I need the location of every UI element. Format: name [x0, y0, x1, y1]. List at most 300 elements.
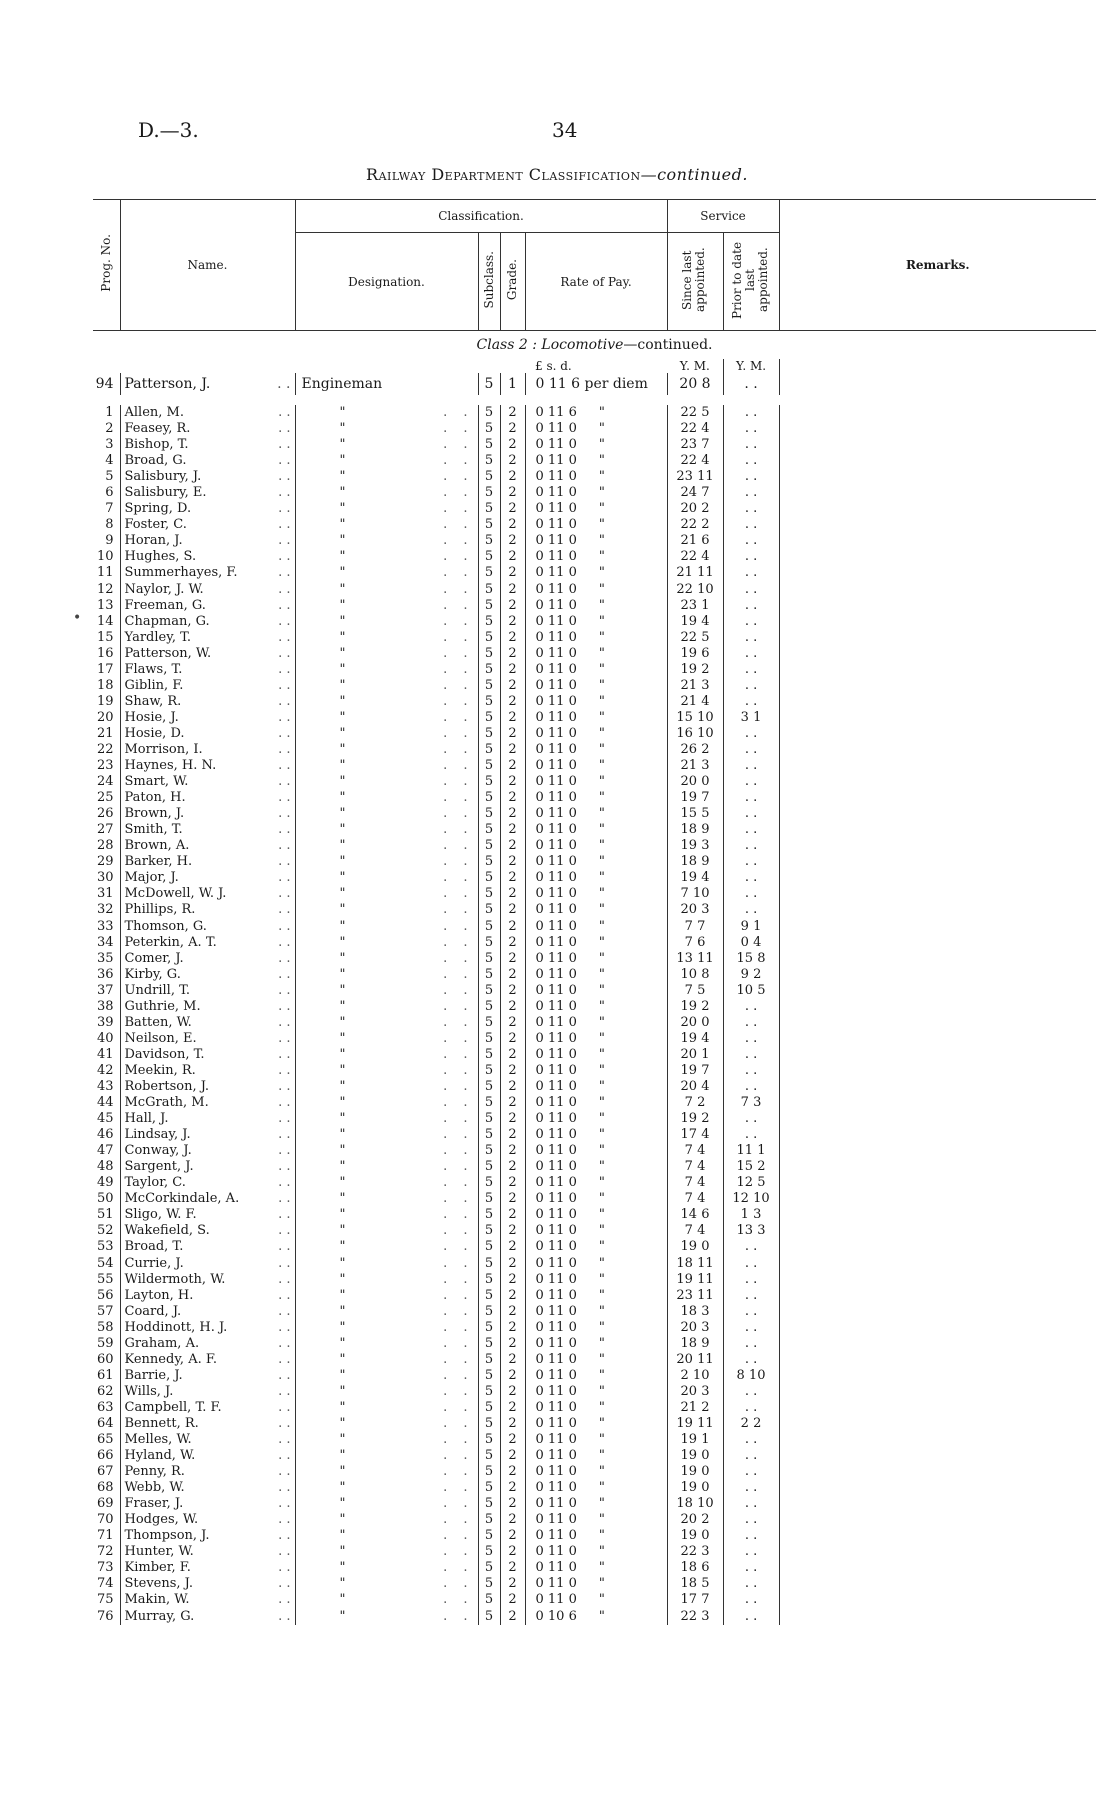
cell-remarks: [779, 967, 1096, 983]
table-row: [93, 935, 1096, 951]
cell-grade: 2: [500, 694, 525, 710]
cell-designation: " . .: [295, 951, 478, 967]
cell-rate-of-pay: 0 11 0 ": [525, 710, 667, 726]
cell-grade: 2: [500, 742, 525, 758]
cell-grade: 2: [500, 1063, 525, 1079]
cell-designation: " . .: [295, 1223, 478, 1239]
cell-since-last: 22 3: [667, 1609, 723, 1625]
cell-prior: . .: [723, 533, 779, 549]
cell-prior: . .: [723, 822, 779, 838]
cell-subclass: 5: [478, 678, 500, 694]
table-row: [93, 1528, 1096, 1544]
cell-grade: 2: [500, 565, 525, 581]
cell-prog-no: 37: [96, 982, 114, 998]
cell-since-last: 7 4: [667, 1223, 723, 1239]
cell-rate-of-pay: 0 11 0 ": [525, 1207, 667, 1223]
cell-remarks: [779, 822, 1096, 838]
cell-since-last: 18 9: [667, 854, 723, 870]
table-row: [93, 870, 1096, 886]
cell-rate-of-pay: 0 11 0 ": [525, 1576, 667, 1592]
cell-since-last: 19 0: [667, 1464, 723, 1480]
table-row: [93, 614, 1096, 630]
cell-grade: 2: [500, 1191, 525, 1207]
cell-rate-of-pay: 0 11 0 ": [525, 1191, 667, 1207]
cell-since-last: 19 6: [667, 646, 723, 662]
cell-grade: 2: [500, 662, 525, 678]
margin-mark: •: [73, 610, 82, 626]
cell-subclass: 5: [478, 902, 500, 918]
cell-grade: 2: [500, 1512, 525, 1528]
cell-prog-no: 46: [96, 1127, 114, 1143]
table-row: [93, 1336, 1096, 1352]
cell-designation: " . .: [295, 967, 478, 983]
cell-prog-no: 52: [96, 1223, 114, 1239]
cell-name: Kimber, F. . .: [120, 1560, 295, 1576]
cell-rate-of-pay: 0 11 0 ": [525, 983, 667, 999]
cell-prog-no: 14: [96, 613, 114, 629]
cell-since-last: 18 9: [667, 1336, 723, 1352]
cell-prior: . .: [723, 630, 779, 646]
cell-designation: " . .: [295, 1239, 478, 1255]
cell-subclass: 5: [478, 1368, 500, 1384]
cell-prog-no: 22: [96, 742, 114, 757]
table-row: [93, 1159, 1096, 1175]
cell-prog-no: 51: [96, 1207, 114, 1223]
cell-prior: . .: [723, 1384, 779, 1400]
cell-rate-of-pay: 0 11 0 ": [525, 1512, 667, 1528]
cell-grade: 2: [500, 421, 525, 437]
cell-prior: . .: [723, 1560, 779, 1576]
cell-name: Coard, J. . .: [120, 1304, 295, 1320]
cell-since-last: 22 4: [667, 549, 723, 565]
cell-since-last: 19 1: [667, 1432, 723, 1448]
cell-prior: . .: [723, 999, 779, 1015]
table-row: [93, 1223, 1096, 1239]
cell-remarks: [779, 1191, 1096, 1207]
cell-name: Broad, G. . .: [120, 453, 295, 469]
cell-designation: " . .: [295, 549, 478, 565]
cell-rate-of-pay: 0 11 0 ": [525, 726, 667, 742]
cell-remarks: [779, 1368, 1096, 1384]
cell-name: Brown, A. . .: [120, 838, 295, 854]
table-row: [93, 582, 1096, 598]
cell-grade: 2: [500, 726, 525, 742]
cell-prog-no: 18: [96, 677, 114, 693]
cell-prior: . .: [723, 1047, 779, 1063]
cell-grade: 2: [500, 919, 525, 935]
cell-designation: " . .: [295, 1352, 478, 1368]
cell-rate-of-pay: 0 11 0 ": [525, 565, 667, 581]
cell-designation: " . .: [295, 1576, 478, 1592]
table-row: [93, 1063, 1096, 1079]
cell-designation: " . .: [295, 1560, 478, 1576]
cell-subclass: 5: [478, 838, 500, 854]
cell-name: Neilson, E. . .: [120, 1031, 295, 1047]
cell-prior: . .: [723, 678, 779, 694]
cell-designation: " . .: [295, 485, 478, 501]
table-row: [93, 967, 1096, 983]
cell-prior: . .: [723, 1480, 779, 1496]
cell-prior: . .: [723, 1031, 779, 1047]
cell-grade: 2: [500, 1095, 525, 1111]
cell-rate-of-pay: 0 11 0 ": [525, 806, 667, 822]
cell-prior: . .: [723, 1127, 779, 1143]
cell-since-last: 20 0: [667, 1015, 723, 1031]
cell-subclass: 5: [478, 983, 500, 999]
cell-prior: . .: [723, 790, 779, 806]
cell-designation: " . .: [295, 870, 478, 886]
cell-subclass: 5: [478, 1609, 500, 1625]
cell-subclass: 5: [478, 1015, 500, 1031]
cell-grade: 2: [500, 1416, 525, 1432]
cell-subclass: 5: [478, 1143, 500, 1159]
cell-since-last: 20 4: [667, 1079, 723, 1095]
cell-remarks: [779, 1544, 1096, 1560]
table-row: [93, 951, 1096, 967]
cell-prog-no: 30: [96, 870, 114, 886]
cell-grade: 2: [500, 1400, 525, 1416]
cell-prior: . .: [723, 1352, 779, 1368]
cell-rate-of-pay: 0 11 0 ": [525, 453, 667, 469]
cell-designation: " . .: [295, 1464, 478, 1480]
cell-grade: 2: [500, 1079, 525, 1095]
cell-subclass: 5: [478, 1576, 500, 1592]
cell-designation: " . .: [295, 582, 478, 598]
table-row: [93, 1464, 1096, 1480]
cell-designation: " . .: [295, 662, 478, 678]
cell-designation: " . .: [295, 646, 478, 662]
cell-remarks: [779, 1480, 1096, 1496]
table-row: [93, 838, 1096, 854]
cell-name: Broad, T. . .: [120, 1239, 295, 1255]
cell-prior: . .: [723, 1288, 779, 1304]
cell-prog-no: 32: [96, 902, 114, 918]
cell-grade: 2: [500, 1111, 525, 1127]
cell-designation: " . .: [295, 1143, 478, 1159]
cell-remarks: [779, 774, 1096, 790]
cell-designation: " . .: [295, 1031, 478, 1047]
cell-subclass: 5: [478, 549, 500, 565]
cell-name: Horan, J. . .: [120, 533, 295, 549]
cell-since-last: 20 2: [667, 1512, 723, 1528]
cell-name: Penny, R. . .: [120, 1464, 295, 1480]
cell-designation: " . .: [295, 983, 478, 999]
cell-remarks: [779, 886, 1096, 902]
cell-prog-no: 62: [96, 1383, 114, 1399]
cell-remarks: [779, 469, 1096, 485]
cell-grade: 2: [500, 870, 525, 886]
cell-prior: . .: [723, 405, 779, 421]
cell-name: Flaws, T. . .: [120, 662, 295, 678]
cell-remarks: [779, 453, 1096, 469]
cell-remarks: [779, 1448, 1096, 1464]
cell-prior: . .: [723, 1336, 779, 1352]
cell-prog-no: 3: [105, 437, 114, 453]
cell-rate-of-pay: 0 11 0 ": [525, 1496, 667, 1512]
cell-subclass: 5: [478, 437, 500, 453]
cell-subclass: 5: [478, 742, 500, 758]
cell-rate-of-pay: 0 11 0 ": [525, 1111, 667, 1127]
cell-name: Hall, J. . .: [120, 1111, 295, 1127]
cell-grade: 2: [500, 1223, 525, 1239]
cell-since-last: 20 11: [667, 1352, 723, 1368]
cell-remarks: [779, 565, 1096, 581]
cell-subclass: 5: [478, 1528, 500, 1544]
header-prog-no: Prog. No.: [93, 200, 120, 331]
cell-since-last: 22 2: [667, 517, 723, 533]
table-row: [93, 758, 1096, 774]
cell-remarks: [779, 790, 1096, 806]
cell-subclass: 5: [478, 1111, 500, 1127]
cell-since-last: 17 4: [667, 1127, 723, 1143]
cell-prog-no: 64: [96, 1415, 114, 1431]
prior-units: Y. M.: [723, 359, 779, 373]
cell-name: Wills, J. . .: [120, 1384, 295, 1400]
cell-name: Fraser, J. . .: [120, 1496, 295, 1512]
cell-remarks: [779, 935, 1096, 951]
cell-name: Undrill, T. . .: [120, 983, 295, 999]
cell-remarks: [779, 870, 1096, 886]
cell-rate-of-pay: 0 11 0 ": [525, 1400, 667, 1416]
cell-prior: 7 3: [723, 1095, 779, 1111]
cell-prog-no: 61: [96, 1367, 114, 1383]
cell-subclass: 5: [478, 870, 500, 886]
cell-grade: 2: [500, 1143, 525, 1159]
cell-remarks: [779, 742, 1096, 758]
cell-remarks: [779, 1255, 1096, 1271]
cell-prior: . .: [723, 421, 779, 437]
cell-prog-no: 53: [96, 1239, 114, 1255]
cell-grade: 2: [500, 1272, 525, 1288]
cell-subclass: 5: [478, 758, 500, 774]
cell-prog-no: 36: [96, 966, 114, 982]
table-row: [93, 598, 1096, 614]
cell-since-last: 21 4: [667, 694, 723, 710]
cell-prior: 15 2: [723, 1159, 779, 1175]
cell-since-last: 16 10: [667, 726, 723, 742]
cell-grade: 2: [500, 1175, 525, 1191]
cell-prog-no: 63: [96, 1399, 114, 1415]
cell-grade: 2: [500, 758, 525, 774]
cell-prior: . .: [723, 1592, 779, 1608]
table-row: [93, 1384, 1096, 1400]
cell-since-last: 7 4: [667, 1143, 723, 1159]
cell-rate-of-pay: 0 11 0 ": [525, 967, 667, 983]
cell-designation: " . .: [295, 902, 478, 918]
cell-prog-no: 12: [96, 581, 114, 597]
cell-prior: . .: [723, 1528, 779, 1544]
cell-prog-no: 15: [96, 629, 114, 645]
cell-designation: " . .: [295, 1111, 478, 1127]
cell-remarks: [779, 838, 1096, 854]
cell-rate-of-pay: 0 11 0 ": [525, 517, 667, 533]
cell-since-last: 18 10: [667, 1496, 723, 1512]
table-row: [93, 1448, 1096, 1464]
cell-since-last: 14 6: [667, 1207, 723, 1223]
cell-grade: 2: [500, 582, 525, 598]
cell-since-last: 7 7: [667, 919, 723, 935]
cell-prior: 15 8: [723, 951, 779, 967]
cell-grade: 2: [500, 453, 525, 469]
cell-since-last: 19 3: [667, 838, 723, 854]
cell-grade: 2: [500, 790, 525, 806]
cell-name: Bishop, T. . .: [120, 437, 295, 453]
cell-remarks: [779, 1336, 1096, 1352]
cell-prior: . .: [723, 662, 779, 678]
table-row: [93, 1304, 1096, 1320]
cell-since-last: 19 11: [667, 1272, 723, 1288]
cell-designation: " . .: [295, 854, 478, 870]
cell-name: Salisbury, J. . .: [120, 469, 295, 485]
cell-subclass: 5: [478, 533, 500, 549]
cell-subclass: 5: [478, 710, 500, 726]
cell-subclass: 5: [478, 469, 500, 485]
cell-remarks: [779, 1304, 1096, 1320]
cell-subclass: 5: [478, 1031, 500, 1047]
cell-rate-of-pay: 0 11 0 ": [525, 1239, 667, 1255]
cell-rate-of-pay: 0 11 0 ": [525, 822, 667, 838]
cell-remarks: [779, 919, 1096, 935]
cell-since-last: 23 1: [667, 598, 723, 614]
cell-designation: " . .: [295, 1592, 478, 1608]
cell-rate-of-pay: 0 11 0 ": [525, 662, 667, 678]
cell-prior: . .: [723, 614, 779, 630]
cell-subclass: 5: [478, 999, 500, 1015]
table-row: [93, 1239, 1096, 1255]
cell-rate-of-pay: 0 11 0 ": [525, 549, 667, 565]
cell-remarks: [779, 646, 1096, 662]
cell-subclass: 5: [478, 1127, 500, 1143]
cell-subclass: 5: [478, 1560, 500, 1576]
cell-designation: " . .: [295, 1288, 478, 1304]
cell-prior: . .: [723, 469, 779, 485]
cell-prog-no: 27: [96, 822, 114, 838]
cell-prior: . .: [723, 742, 779, 758]
table-row: [93, 790, 1096, 806]
cell-grade: 2: [500, 517, 525, 533]
cell-prior: . .: [723, 598, 779, 614]
cell-grade: 2: [500, 1207, 525, 1223]
cell-designation: " . .: [295, 886, 478, 902]
table-row: [93, 726, 1096, 742]
cell-since-last: 19 4: [667, 1031, 723, 1047]
cell-rate-of-pay: 0 11 0 ": [525, 1159, 667, 1175]
cell-subclass: 5: [478, 919, 500, 935]
cell-grade: 2: [500, 1368, 525, 1384]
cell-since-last: 20 1: [667, 1047, 723, 1063]
cell-prog-no: 5: [105, 469, 114, 485]
cell-prior: . .: [723, 437, 779, 453]
cell-name: Peterkin, A. T. . .: [120, 935, 295, 951]
cell-designation: " . .: [295, 1175, 478, 1191]
cell-prior: . .: [723, 517, 779, 533]
cell-name: Bennett, R. . .: [120, 1416, 295, 1432]
cell-designation: " . .: [295, 790, 478, 806]
cell-name: Naylor, J. W. . .: [120, 582, 295, 598]
table-row: [93, 1175, 1096, 1191]
cell-designation: " . .: [295, 678, 478, 694]
cell-rate-of-pay: 0 11 0 ": [525, 1464, 667, 1480]
cell-designation: " . .: [295, 758, 478, 774]
cell-remarks: [779, 758, 1096, 774]
cell-prog-no: 1: [105, 405, 114, 421]
cell-rate-of-pay: 0 11 0 ": [525, 421, 667, 437]
table-row: [93, 1272, 1096, 1288]
cell-name: Robertson, J. . .: [120, 1079, 295, 1095]
cell-remarks: [779, 999, 1096, 1015]
cell-prog-no: 33: [96, 918, 114, 934]
cell-prior: 3 1: [723, 710, 779, 726]
cell-rate-of-pay: 0 11 0 ": [525, 742, 667, 758]
cell-rate-of-pay: 0 11 0 ": [525, 1079, 667, 1095]
cell-grade: 2: [500, 838, 525, 854]
cell-name: Sargent, J. . .: [120, 1159, 295, 1175]
cell-designation: " . .: [295, 1047, 478, 1063]
cell-rate-of-pay: 0 10 6 ": [525, 1609, 667, 1625]
cell-grade: 2: [500, 1239, 525, 1255]
table-row: [93, 1320, 1096, 1336]
cell-prog-no: 66: [96, 1448, 114, 1464]
cell-remarks: [779, 1079, 1096, 1095]
cell-prior: 1 3: [723, 1207, 779, 1223]
table-row: [93, 919, 1096, 935]
cell-subclass: 5: [478, 1512, 500, 1528]
table-row: [93, 774, 1096, 790]
cell-name: Barker, H. . .: [120, 854, 295, 870]
cell-grade: 2: [500, 614, 525, 630]
table-row: [93, 1015, 1096, 1031]
cell-prog-no: 7: [105, 501, 114, 517]
cell-since-last: 18 3: [667, 1304, 723, 1320]
cell-rate-of-pay: 0 11 0 ": [525, 1288, 667, 1304]
cell-prior: . .: [723, 1015, 779, 1031]
cell-rate-of-pay: 0 11 0 ": [525, 1448, 667, 1464]
cell-grade: 2: [500, 533, 525, 549]
cell-prior: 12 5: [723, 1175, 779, 1191]
cell-subclass: 5: [478, 790, 500, 806]
page-number: 34: [552, 118, 578, 142]
cell-subclass: 5: [478, 1063, 500, 1079]
cell-prior: . .: [723, 1255, 779, 1271]
cell-remarks: [779, 1207, 1096, 1223]
cell-name: Barrie, J. . .: [120, 1368, 295, 1384]
cell-prog-no: 55: [96, 1271, 114, 1287]
cell-since-last: 20 0: [667, 774, 723, 790]
cell-subclass: 5: [478, 598, 500, 614]
cell-prior: . .: [723, 501, 779, 517]
cell-subclass: 5: [478, 1159, 500, 1175]
cell-since-last: 18 6: [667, 1560, 723, 1576]
cell-grade: 2: [500, 678, 525, 694]
table-row: [93, 1095, 1096, 1111]
header-prior-to-date: Prior to date last appointed.: [723, 233, 779, 331]
cell-name: Foster, C. . .: [120, 517, 295, 533]
cell-since-last: 19 4: [667, 870, 723, 886]
cell-remarks: [779, 533, 1096, 549]
cell-since-last: 2 10: [667, 1368, 723, 1384]
cell-name: McGrath, M. . .: [120, 1095, 295, 1111]
cell-since-last: 20 3: [667, 1384, 723, 1400]
cell-rate-of-pay: 0 11 0 ": [525, 1031, 667, 1047]
cell-rate-of-pay: 0 11 0 ": [525, 1368, 667, 1384]
cell-prog-no: 67: [96, 1464, 114, 1480]
cell-name: Hyland, W. . .: [120, 1448, 295, 1464]
table-row: [93, 742, 1096, 758]
cell-prior: . .: [723, 806, 779, 822]
cell-remarks: [779, 694, 1096, 710]
header-classification: Classification.: [295, 200, 667, 233]
cell-name: Major, J. . .: [120, 870, 295, 886]
